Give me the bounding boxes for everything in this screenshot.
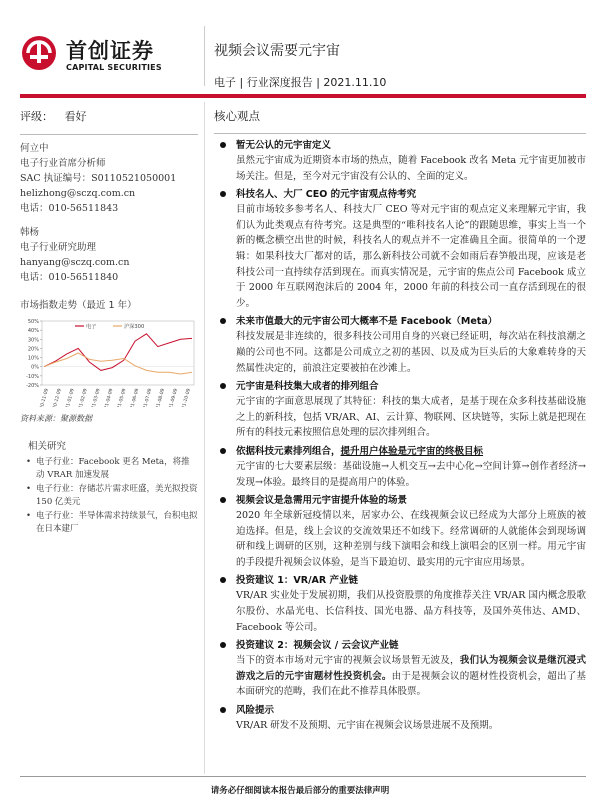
legal-disclaimer: 请务必仔细阅读本报告最后部分的重要法律声明 (210, 786, 390, 796)
logo-text-en: CAPITAL SECURITIES (66, 63, 162, 72)
x-tick-label: 21-01-09 (65, 388, 76, 407)
heading-part: 依据科技元素排列组合， (236, 445, 341, 457)
x-tick-label: 21-08-09 (155, 388, 167, 407)
company-logo (20, 34, 210, 82)
column-divider (204, 102, 205, 774)
legend-label: 沪深300 (124, 324, 145, 330)
header-accent-bar (20, 94, 586, 98)
market-index-chart (20, 315, 198, 407)
rating-value: 看好 (64, 110, 87, 123)
section-body (214, 653, 586, 700)
series-line-electronics (44, 334, 192, 371)
section (214, 187, 586, 311)
logo-mark-icon (20, 34, 58, 72)
footer-divider (20, 776, 586, 777)
analyst-name: 何立中 (20, 143, 49, 154)
x-tick-label: 21-02-09 (78, 388, 89, 407)
related-item[interactable]: • 电子行业：半导体需求持续景气，台积电拟在日本建厂 (24, 510, 198, 536)
x-tick-label: 21-04-09 (104, 388, 115, 407)
section-heading: 科技名人、大厂 CEO 的元宇宙观点待考究 (214, 187, 586, 202)
section-heading: 元宇宙是科技集大成者的排列组合 (214, 379, 586, 394)
related-item[interactable]: • 电子行业：存储芯片需求旺盛，美光拟投资 150 亿美元 (24, 483, 198, 509)
section-body: 目前市场较多参考名人、科技大厂 CEO 等对元宇宙的观点定义来理解元宇宙，我们认为此类观点有待考究。这是典型的“唯科技名人论”的跟随思维，事实上当一个新的概念横空出世的时候，科技名人的观点并不一定准确且全面。很简单的一个逻辑：如果科技大厂都对的话，那么新科技公司就不会如雨后春笋般出现，应该是老科技公司一直持续存活到现在。而真实情况是，元宇宙的焦点公司 Facebook 成立于 2000 年互联网泡沫后的 2004 年，2000 年前的科技公司一直存活到现在的很少。 (236, 204, 586, 309)
y-tick-label: 10% (27, 355, 39, 362)
analyst-card (20, 225, 198, 285)
section-body: 元宇宙的七大要素层级：基础设施→人机交互→去中心化→空间计算→创作者经济→发现→体验。最终目的是提高用户的体验。 (236, 460, 586, 488)
section (214, 573, 586, 635)
x-tick-label: 21-06-09 (130, 388, 141, 407)
divider (20, 134, 198, 135)
section-body: VR/AR 实业处于发展初期，我们从投资股票的角度推荐关注 VR/AR 国内概念股歌尔股份、水晶光电、长信科技、国光电器、晶方科技等，及国外英伟达、AMD、Facebook 等公司。 (236, 590, 586, 633)
x-tick-label: 21-05-09 (117, 388, 128, 407)
section-heading: 投资建议 1：VR/AR 产业链 (214, 573, 586, 588)
left-sidebar (20, 108, 198, 537)
section (214, 314, 586, 376)
related-research-list (20, 456, 198, 536)
section-body: 元宇宙的字面意思展现了其特征：科技的集大成者，是基于现在众多科技基础设施之上的新科技，包括 VR/AR、AI、云计算、物联网、区块链等，实际上就是把现在所有的科技元素按照信息处理的层次排列组合。 (236, 396, 586, 439)
analyst-role: 电子行业研究助理 (20, 242, 97, 253)
core-views-title: 核心观点 (214, 109, 260, 123)
header-divider (204, 26, 205, 86)
analyst-phone: 电话：010-56511840 (20, 272, 119, 283)
analyst-cert: SAC 执证编号：S0110521050001 (20, 173, 177, 184)
x-tick-label: 21-03-09 (91, 388, 102, 407)
heading-underlined: 提升用户体验是元宇宙的终极目标 (340, 445, 484, 457)
report-meta: 电子 | 行业深度报告 | 2021.11.10 (214, 76, 387, 89)
body-part: 由于是视频会议的题材性投资机会，超出了基本面研究的范畴，我们在此不推荐具体股票。 (236, 670, 586, 698)
x-tick-label: 21-07-09 (142, 388, 154, 407)
analyst-role: 电子行业首席分析师 (20, 158, 106, 169)
related-research-title: 相关研究 (28, 441, 67, 452)
y-tick-label: -10% (26, 373, 39, 380)
analyst-phone: 电话：010-56511843 (20, 203, 119, 214)
legend-label: 电子 (86, 324, 97, 330)
logo-text-cn: 首创证券 (66, 39, 154, 63)
rating-label: 评级： (20, 110, 53, 123)
related-item[interactable]: • 电子行业：Facebook 更名 Meta，将推动 VRAR 加速发展 (24, 456, 198, 482)
y-tick-label: 0% (31, 364, 39, 371)
section (214, 379, 586, 441)
y-tick-label: 40% (27, 328, 39, 335)
x-tick-label: 20-11-09 (39, 388, 50, 407)
section-body: 2020 年全球新冠疫情以来，居家办公、在线视频会议已经成为大部分上班族的被迫选择。但是，线上会议的交流效果还不如线下。经常调研的人就能体会到现场调研和线上调研的区别，这种差别与线下演唱会和线上演唱会的区别一样。用元宇宙的手段提升视频会议体验，是当下最迫切、最实用的元宇宙应用场景。 (236, 510, 586, 568)
section-body: 科技发展是非连续的，很多科技公司用自身的兴衰已经证明，每次站在科技浪潮之巅的公司也不同。这都是公司成立之初的基因、以及成为巨头后的大象难转身的天然属性决定的，前浪注定要被拍在沙滩上。 (236, 331, 586, 374)
section (214, 493, 586, 570)
body-part: 当下的资本市场对元宇宙的视频会议场景暂无波及， (236, 655, 460, 667)
section (214, 703, 586, 734)
x-tick-label: 21-09-09 (168, 388, 180, 407)
x-tick-label: 20-12-09 (52, 388, 63, 407)
rating (20, 108, 198, 124)
analyst-email[interactable]: helizhong@sczq.com.cn (20, 188, 136, 199)
section-body: VR/AR 研发不及预期、元宇宙在视频会议场景进展不及预期。 (236, 720, 499, 732)
section-heading (214, 444, 586, 459)
divider (214, 133, 586, 134)
section-heading: 风险提示 (214, 703, 586, 718)
y-tick-label: 20% (27, 346, 39, 353)
y-tick-label: -20% (26, 383, 39, 389)
section (214, 638, 586, 700)
section-heading: 暂无公认的元宇宙定义 (214, 138, 586, 153)
report-title: 视频会议需要元宇宙 (214, 43, 340, 59)
y-tick-label: 50% (27, 319, 39, 325)
chart-source: 资料来源：聚源数据 (20, 414, 92, 423)
analyst-email[interactable]: hanyang@sczq.com.cn (20, 257, 130, 268)
section-heading: 未来市值最大的元宇宙公司大概率不是 Facebook（Meta） (214, 314, 586, 329)
analyst-name: 韩杨 (20, 227, 40, 238)
section (214, 138, 586, 184)
chart-frame (42, 321, 194, 385)
x-tick-label: 21-10-09 (181, 388, 192, 407)
body-bold: 我们认为视频会议是继沉浸式游戏之后的元宇宙题材性投资机会。 (236, 655, 586, 682)
main-content (214, 108, 586, 734)
section-body: 虽然元宇宙成为近期资本市场的热点，随着 Facebook 改名 Meta 元宇宙更加被市场关注。但是，至今对元宇宙没有公认的、全面的定义。 (236, 155, 586, 182)
section-heading: 投资建议 2：视频会议 / 云会议产业链 (214, 638, 586, 653)
y-tick-label: 30% (27, 337, 39, 344)
analyst-card (20, 141, 198, 216)
chart-title: 市场指数走势（最近 1 年） (20, 300, 137, 311)
section (214, 444, 586, 490)
section-heading: 视频会议是急需用元宇宙提升体验的场景 (214, 493, 586, 508)
